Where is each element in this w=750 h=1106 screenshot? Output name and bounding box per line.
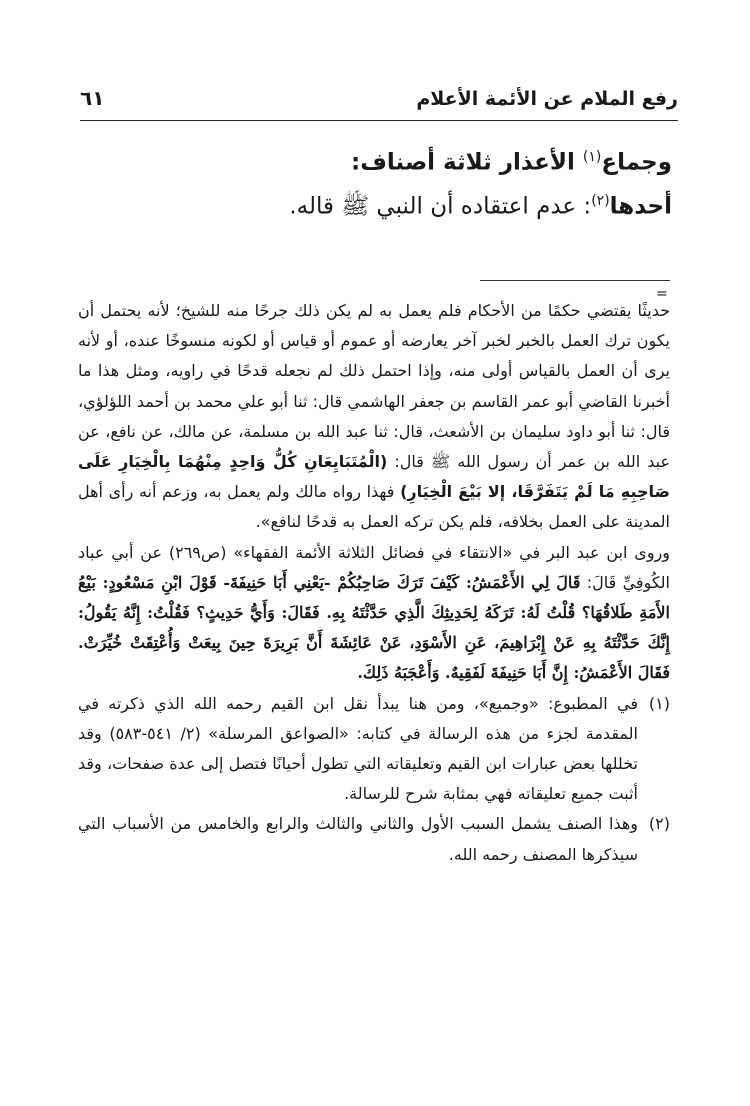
main-line-1-start: وجماع [601, 149, 672, 176]
main-line-1-end: الأعذار ثلاثة أصناف: [351, 149, 583, 176]
footnote-continuation-paragraph-1 [78, 296, 670, 538]
main-line-2-end: : عدم اعتقاده أن النبي ﷺ قاله. [289, 193, 592, 220]
continuation-text-2a: وروى ابن عبد البر في «الانتقاء في فضائل الثلاثة الأئمة الفقهاء» (ص٢٦٩) عن أبي عباد الكُوفِيِّ قَالَ: [78, 542, 670, 592]
athar-quote: قَالَ لِي الأَعْمَشُ: كَيْفَ تَرَكَ صَاحِبُكُمْ -يَعْنِي أَبَا حَنِيفَةَ- قَوْلَ ابْنِ مَسْعُودٍ: بَيْعُ الأَمَةِ طَلاقُهَا؟ قُلْتُ لَهُ: تَرَكَهُ لِحَدِيثِكَ الَّذِي حَدَّثْتَهُ بِهِ. فَقَالَ: وَأَيُّ حَدِيثٍ؟ فَقُلْتُ: إِنَّهُ يَقُولُ: إِنَّكَ حَدَّثْتَهُ بِهِ عَنْ إِبْرَاهِيمَ، عَنِ الأَسْوَدِ، عَنْ عَائِشَةَ أَنَّ بَرِيرَةَ حِينَ بِيعَتْ وَأُعْتِقَتْ خُيِّرَتْ. فَقَالَ الأَعْمَشُ: إِنَّ أَبَا حَنِيفَةَ لَفَقِيهٌ. وَأَعْجَبَهُ ذَلِكَ. [78, 572, 670, 683]
footnote-2-text: وهذا الصنف يشمل السبب الأول والثاني والثالث والرابع والخامس من الأسباب التي سيذكرها المصنف رحمه الله. [78, 814, 638, 864]
footnote-ref-1: (١) [582, 149, 602, 165]
main-text [80, 138, 672, 225]
continuation-mark: = [656, 286, 668, 302]
page-number: ٦١ [80, 86, 105, 110]
hadith-text: (الْمُتَبَايِعَانِ كُلُّ وَاحِدٍ مِنْهُمَا بِالْخِيَارِ عَلَى صَاحِبِهِ مَا لَمْ يَتَفَرَّقَا، إلا بَيْعَ الْخِيَارِ) [78, 452, 670, 502]
page-header [80, 84, 678, 121]
footnote-1 [78, 689, 670, 810]
continuation-text-1b: فهذا رواه مالك ولم يعمل به، وزعم أنه رأى أهل المدينة على العمل بخلافه، فلم يكن تركه العمل به قدحًا لنافع». [78, 482, 670, 532]
main-line-1 [80, 138, 672, 182]
footnote-2 [78, 809, 670, 869]
footnote-ref-2: (٢) [591, 192, 610, 209]
running-title: رفع الملام عن الأئمة الأعلام [416, 88, 678, 110]
footnote-area [78, 296, 670, 870]
footnote-1-text: في المطبوع: «وجميع»، ومن هنا يبدأ نقل ابن القيم رحمه الله الذي ذكرته في المقدمة لجزء من هذه الرسالة في كتابه: «الصواعق المرسلة» (٢/ ٥٤١-٥٨٣) وقد تخللها بعض عبارات ابن القيم وتعليقاته التي تطول أحيانًا فتصل إلى عدة صفحات، وقد أثبت جميع تعليقاته فهي بمثابة شرح للرسالة. [78, 693, 638, 804]
continuation-text-1a: حديثًا يقتضي حكمًا من الأحكام فلم يعمل به لم يكن ذلك جرحًا منه للشيخ؛ لأنه يحتمل أن يكون ترك العمل بالخبر لخبر آخر يعارضه أو عموم أو قياس أو لكونه منسوخًا عنده، أو لأنه يرى أن العمل بالقياس أولى منه، وإذا احتمل ذلك لم نجعله قدحًا في راويه، ومثل هذا ما أخبرنا القاضي أبو عمر القاسم بن جعفر الهاشمي قال: ثنا أبو علي محمد بن أحمد اللؤلؤي، قال: ثنا أبو داود سليمان بن الأشعث، قال: ثنا عبد الله بن مسلمة، عن مالك، عن نافع، عن عبد الله بن عمر أن رسول الله ﷺ قال: [78, 301, 671, 472]
footnote-1-number: (١) [648, 693, 670, 713]
main-line-2-start: أحدها [609, 193, 672, 220]
footnote-2-number: (٢) [648, 814, 670, 834]
footnote-separator [480, 280, 670, 281]
footnote-continuation-paragraph-2 [78, 538, 670, 689]
main-line-2 [80, 182, 672, 226]
